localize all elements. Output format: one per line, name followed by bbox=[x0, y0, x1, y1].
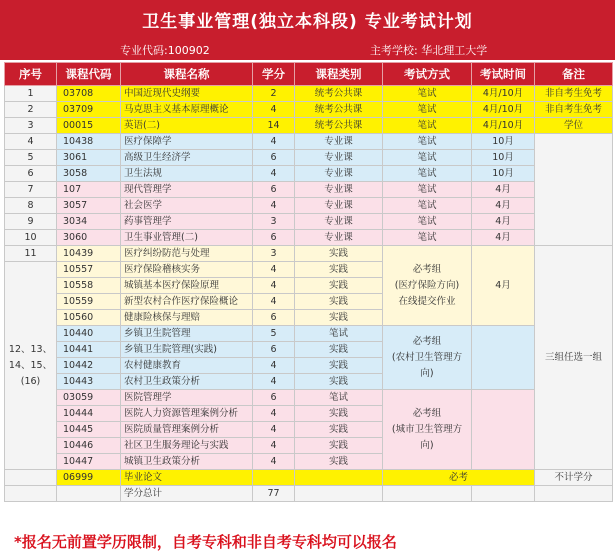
row-code: 3060 bbox=[57, 230, 121, 246]
header-mode: 考试方式 bbox=[383, 63, 472, 86]
row-name: 城镇基本医疗保险原理 bbox=[121, 278, 253, 294]
row-credit: 6 bbox=[253, 230, 295, 246]
row-time: 4月 bbox=[472, 230, 535, 246]
row-code: 3034 bbox=[57, 214, 121, 230]
row-mode: 笔试 bbox=[383, 230, 472, 246]
row-code: 3061 bbox=[57, 150, 121, 166]
row-code: 10557 bbox=[57, 262, 121, 278]
row-code: 03709 bbox=[57, 102, 121, 118]
total-remark bbox=[535, 486, 613, 502]
row-credit: 4 bbox=[253, 406, 295, 422]
row-name: 医院人力资源管理案例分析 bbox=[121, 406, 253, 422]
row-name: 乡镇卫生院管理(实践) bbox=[121, 342, 253, 358]
row-code: 03708 bbox=[57, 86, 121, 102]
row-remark: 非自考生免考 bbox=[535, 102, 613, 118]
row-no: 4 bbox=[5, 134, 57, 150]
row-name: 医院管理学 bbox=[121, 390, 253, 406]
major-code: 专业代码:100902 bbox=[120, 44, 210, 57]
row-type: 笔试 bbox=[295, 390, 383, 406]
row-name: 乡镇卫生院管理 bbox=[121, 326, 253, 342]
table-row bbox=[5, 214, 613, 230]
row-credit: 4 bbox=[253, 278, 295, 294]
row-name: 医院质量管理案例分析 bbox=[121, 422, 253, 438]
row-mode: 笔试 bbox=[383, 102, 472, 118]
row-time: 10月 bbox=[472, 166, 535, 182]
exam-school: 主考学校: 华北理工大学 bbox=[370, 44, 488, 57]
row-code: 10559 bbox=[57, 294, 121, 310]
row-credit: 4 bbox=[253, 134, 295, 150]
row-name: 农村健康教育 bbox=[121, 358, 253, 374]
row-type: 专业课 bbox=[295, 134, 383, 150]
row-credit: 6 bbox=[253, 390, 295, 406]
row-type: 实践 bbox=[295, 342, 383, 358]
total-code bbox=[57, 486, 121, 502]
meta-bar bbox=[0, 38, 615, 60]
header-credit: 学分 bbox=[253, 63, 295, 86]
table-row bbox=[5, 86, 613, 102]
row-credit: 4 bbox=[253, 102, 295, 118]
row-code: 10439 bbox=[57, 246, 121, 262]
row-time: 4月/10月 bbox=[472, 86, 535, 102]
row-no: 2 bbox=[5, 102, 57, 118]
row-no: 11 bbox=[5, 246, 57, 262]
row-type: 笔试 bbox=[295, 326, 383, 342]
row-code: 10447 bbox=[57, 454, 121, 470]
row-code: 10560 bbox=[57, 310, 121, 326]
row-credit: 6 bbox=[253, 182, 295, 198]
table-row bbox=[5, 326, 613, 342]
row-type: 统考公共课 bbox=[295, 118, 383, 134]
row-credit: 2 bbox=[253, 86, 295, 102]
row-code: 10445 bbox=[57, 422, 121, 438]
table-row bbox=[5, 246, 613, 262]
row-name: 马克思主义基本原理概论 bbox=[121, 102, 253, 118]
group-remark: 三组任选一组 bbox=[535, 246, 613, 470]
row-mode: 笔试 bbox=[383, 182, 472, 198]
row-type: 实践 bbox=[295, 358, 383, 374]
group-no: 12、13、14、15、(16) bbox=[5, 262, 57, 470]
group3-time bbox=[472, 390, 535, 470]
thesis-row bbox=[5, 470, 613, 486]
total-mode bbox=[383, 486, 472, 502]
row-type: 实践 bbox=[295, 310, 383, 326]
row-type: 统考公共课 bbox=[295, 86, 383, 102]
row-type: 实践 bbox=[295, 278, 383, 294]
row-code: 00015 bbox=[57, 118, 121, 134]
row-type: 专业课 bbox=[295, 182, 383, 198]
thesis-type bbox=[295, 470, 383, 486]
table-row bbox=[5, 390, 613, 406]
course-table bbox=[4, 62, 613, 502]
total-credit: 77 bbox=[253, 486, 295, 502]
table-row bbox=[5, 118, 613, 134]
row-name: 社会医学 bbox=[121, 198, 253, 214]
thesis-name: 毕业论文 bbox=[121, 470, 253, 486]
row-code: 10440 bbox=[57, 326, 121, 342]
thesis-mode: 必考 bbox=[383, 470, 535, 486]
row-credit: 3 bbox=[253, 214, 295, 230]
row-credit: 4 bbox=[253, 438, 295, 454]
row-code: 10442 bbox=[57, 358, 121, 374]
row-name: 医疗保险稽核实务 bbox=[121, 262, 253, 278]
row-code: 10438 bbox=[57, 134, 121, 150]
row-code: 3057 bbox=[57, 198, 121, 214]
row-mode: 笔试 bbox=[383, 134, 472, 150]
row-credit: 4 bbox=[253, 198, 295, 214]
row-code: 107 bbox=[57, 182, 121, 198]
row-mode: 笔试 bbox=[383, 214, 472, 230]
row-name: 医疗保障学 bbox=[121, 134, 253, 150]
table-row bbox=[5, 150, 613, 166]
page-title: 卫生事业管理(独立本科段) 专业考试计划 bbox=[0, 0, 615, 38]
row-credit: 4 bbox=[253, 358, 295, 374]
row-mode: 笔试 bbox=[383, 86, 472, 102]
row-code: 10443 bbox=[57, 374, 121, 390]
row-type: 实践 bbox=[295, 294, 383, 310]
group2-mode: 必考组 (农村卫生管理方向) bbox=[383, 326, 472, 390]
header-time: 考试时间 bbox=[472, 63, 535, 86]
header-remark: 备注 bbox=[535, 63, 613, 86]
row-code: 3058 bbox=[57, 166, 121, 182]
row-no: 8 bbox=[5, 198, 57, 214]
thesis-code: 06999 bbox=[57, 470, 121, 486]
row-name: 现代管理学 bbox=[121, 182, 253, 198]
row-type: 专业课 bbox=[295, 150, 383, 166]
group2-time bbox=[472, 326, 535, 390]
header-no: 序号 bbox=[5, 63, 57, 86]
row-time: 4月 bbox=[472, 182, 535, 198]
table-row bbox=[5, 102, 613, 118]
row-name: 中国近现代史纲要 bbox=[121, 86, 253, 102]
row-remark: 学位 bbox=[535, 118, 613, 134]
total-type bbox=[295, 486, 383, 502]
row-no bbox=[5, 470, 57, 486]
row-type: 实践 bbox=[295, 454, 383, 470]
row-name: 卫生事业管理(二) bbox=[121, 230, 253, 246]
table-row bbox=[5, 166, 613, 182]
row-name: 城镇卫生政策分析 bbox=[121, 454, 253, 470]
row-type: 实践 bbox=[295, 374, 383, 390]
row-credit: 4 bbox=[253, 262, 295, 278]
group3-mode: 必考组 (城市卫生管理方向) bbox=[383, 390, 472, 470]
row-name: 卫生法规 bbox=[121, 166, 253, 182]
row-name: 医疗纠纷防范与处理 bbox=[121, 246, 253, 262]
row-mode: 笔试 bbox=[383, 198, 472, 214]
group1-time: 4月 bbox=[472, 246, 535, 326]
table-row bbox=[5, 134, 613, 150]
row-time: 4月/10月 bbox=[472, 118, 535, 134]
row-name: 高级卫生经济学 bbox=[121, 150, 253, 166]
row-no: 9 bbox=[5, 214, 57, 230]
header-code: 课程代码 bbox=[57, 63, 121, 86]
row-type: 专业课 bbox=[295, 166, 383, 182]
group1-mode: 必考组 (医疗保险方向) 在线提交作业 bbox=[383, 246, 472, 326]
row-mode: 笔试 bbox=[383, 166, 472, 182]
row-no: 7 bbox=[5, 182, 57, 198]
row-name: 药事管理学 bbox=[121, 214, 253, 230]
row-type: 专业课 bbox=[295, 214, 383, 230]
row-no bbox=[5, 486, 57, 502]
row-code: 10444 bbox=[57, 406, 121, 422]
row-type: 实践 bbox=[295, 246, 383, 262]
row-time: 4月 bbox=[472, 198, 535, 214]
row-code: 10558 bbox=[57, 278, 121, 294]
footnote: *报名无前置学历限制，自考专科和非自考专科均可以报名 bbox=[14, 533, 397, 551]
table-row bbox=[5, 230, 613, 246]
thesis-credit bbox=[253, 470, 295, 486]
header-type: 课程类别 bbox=[295, 63, 383, 86]
row-name: 英语(二) bbox=[121, 118, 253, 134]
row-type: 专业课 bbox=[295, 198, 383, 214]
row-credit: 14 bbox=[253, 118, 295, 134]
row-code: 10446 bbox=[57, 438, 121, 454]
row-no: 1 bbox=[5, 86, 57, 102]
row-time: 4月 bbox=[472, 214, 535, 230]
row-time: 10月 bbox=[472, 134, 535, 150]
row-time: 10月 bbox=[472, 150, 535, 166]
row-credit: 4 bbox=[253, 294, 295, 310]
row-type: 统考公共课 bbox=[295, 102, 383, 118]
row-mode: 笔试 bbox=[383, 150, 472, 166]
row-code: 10441 bbox=[57, 342, 121, 358]
row-remark: 非自考生免考 bbox=[535, 86, 613, 102]
row-type: 实践 bbox=[295, 262, 383, 278]
thesis-remark: 不计学分 bbox=[535, 470, 613, 486]
row-credit: 4 bbox=[253, 166, 295, 182]
row-type: 专业课 bbox=[295, 230, 383, 246]
row-credit: 6 bbox=[253, 150, 295, 166]
row-no: 3 bbox=[5, 118, 57, 134]
row-type: 实践 bbox=[295, 406, 383, 422]
row-remark-empty bbox=[535, 134, 613, 246]
row-credit: 3 bbox=[253, 246, 295, 262]
table-row bbox=[5, 198, 613, 214]
row-credit: 4 bbox=[253, 422, 295, 438]
row-name: 新型农村合作医疗保险概论 bbox=[121, 294, 253, 310]
row-credit: 6 bbox=[253, 342, 295, 358]
row-code: 03059 bbox=[57, 390, 121, 406]
total-row bbox=[5, 486, 613, 502]
row-credit: 5 bbox=[253, 326, 295, 342]
row-no: 5 bbox=[5, 150, 57, 166]
row-no: 6 bbox=[5, 166, 57, 182]
total-label: 学分总计 bbox=[121, 486, 253, 502]
row-time: 4月/10月 bbox=[472, 102, 535, 118]
table-header-row bbox=[5, 63, 613, 86]
row-credit: 4 bbox=[253, 374, 295, 390]
table-row bbox=[5, 182, 613, 198]
total-time bbox=[472, 486, 535, 502]
row-name: 农村卫生政策分析 bbox=[121, 374, 253, 390]
header-name: 课程名称 bbox=[121, 63, 253, 86]
row-name: 健康险核保与理赔 bbox=[121, 310, 253, 326]
row-credit: 6 bbox=[253, 310, 295, 326]
row-mode: 笔试 bbox=[383, 118, 472, 134]
row-name: 社区卫生服务理论与实践 bbox=[121, 438, 253, 454]
row-type: 实践 bbox=[295, 438, 383, 454]
row-credit: 4 bbox=[253, 454, 295, 470]
row-no: 10 bbox=[5, 230, 57, 246]
row-type: 实践 bbox=[295, 422, 383, 438]
